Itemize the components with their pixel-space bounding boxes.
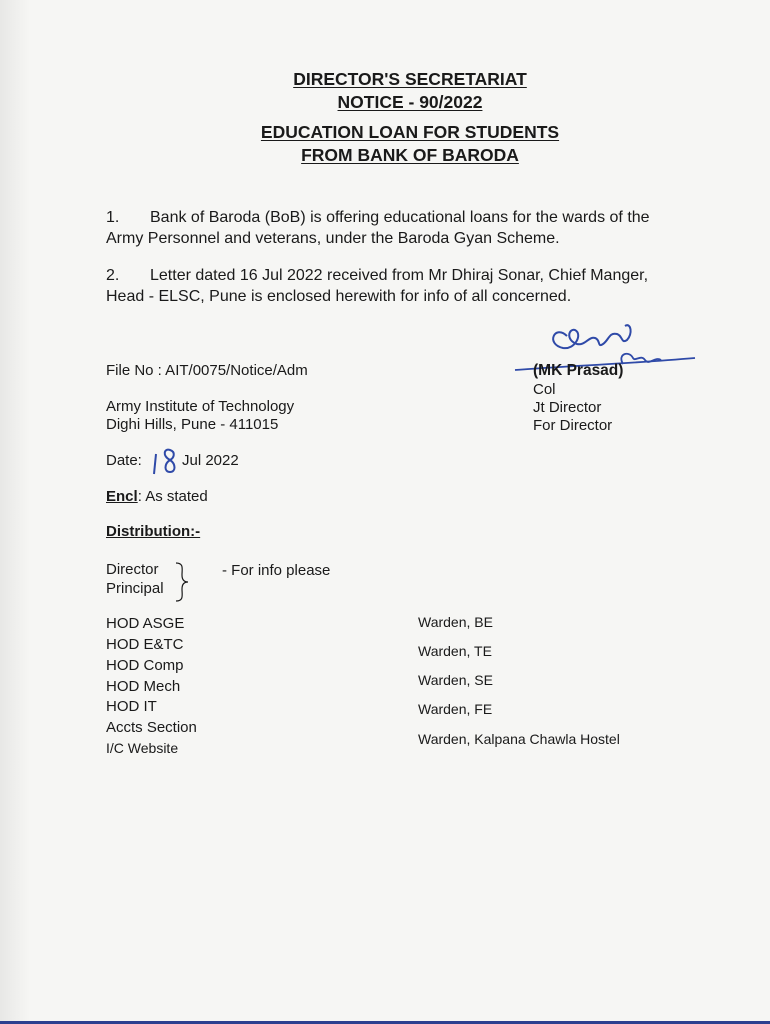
institute-name: Army Institute of Technology [106, 398, 295, 415]
handwritten-day [150, 446, 186, 478]
enclosure-label: Encl [106, 488, 138, 505]
enclosure-value: : As stated [137, 488, 208, 505]
heading-subject-line2: FROM BANK OF BARODA [301, 145, 519, 165]
info-note: - For info please [222, 562, 331, 579]
paragraph-2-line2: Head - ELSC, Pune is enclosed herewith for info of all concerned. [106, 288, 572, 305]
list-item: I/C Website [106, 740, 179, 756]
paragraph-1-line1: Bank of Baroda (BoB) is offering educational loans for the wards of the [150, 209, 650, 226]
date-rest: Jul 2022 [182, 452, 239, 469]
list-item: HOD Comp [106, 657, 184, 674]
heading-subject-line1: EDUCATION LOAN FOR STUDENTS [260, 122, 560, 142]
enclosure-line [106, 488, 208, 506]
signatory-rank: Col [533, 381, 556, 398]
paragraph-2 [106, 265, 726, 307]
info-recipient-principal: Principal [106, 580, 164, 597]
date-label: Date: [106, 452, 142, 469]
paragraph-1-line2: Army Personnel and veterans, under the Baroda Gyan Scheme. [106, 230, 560, 247]
file-number: File No : AIT/0075/Notice/Adm [106, 362, 308, 379]
institute-address: Dighi Hills, Pune - 411015 [106, 416, 279, 433]
paragraph-1 [106, 207, 726, 249]
list-item: Warden, FE [418, 701, 493, 717]
list-item: Warden, BE [418, 614, 493, 630]
heading-notice-number: NOTICE - 90/2022 [337, 92, 483, 112]
list-item: HOD E&TC [106, 636, 184, 653]
list-item: HOD ASGE [106, 615, 185, 632]
list-item: Warden, TE [418, 643, 492, 659]
paragraph-2-number: 2. [106, 267, 120, 284]
info-recipient-director: Director [106, 561, 159, 578]
list-item: Accts Section [106, 719, 197, 736]
list-item: HOD IT [106, 698, 157, 715]
signatory-for: For Director [533, 417, 613, 434]
signatory-designation: Jt Director [533, 399, 602, 416]
list-item: Warden, Kalpana Chawla Hostel [418, 731, 620, 747]
list-item: Warden, SE [418, 672, 493, 688]
paragraph-1-number: 1. [106, 209, 120, 226]
paragraph-2-line1: Letter dated 16 Jul 2022 received from Mr Dhiraj Sonar, Chief Manger, [150, 267, 649, 284]
distribution-title: Distribution:- [106, 523, 201, 540]
right-brace-icon [172, 561, 192, 603]
signatory-name: (MK Prasad) [533, 362, 624, 379]
heading-secretariat: DIRECTOR'S SECRETARIAT [293, 69, 527, 89]
list-item: HOD Mech [106, 678, 181, 695]
